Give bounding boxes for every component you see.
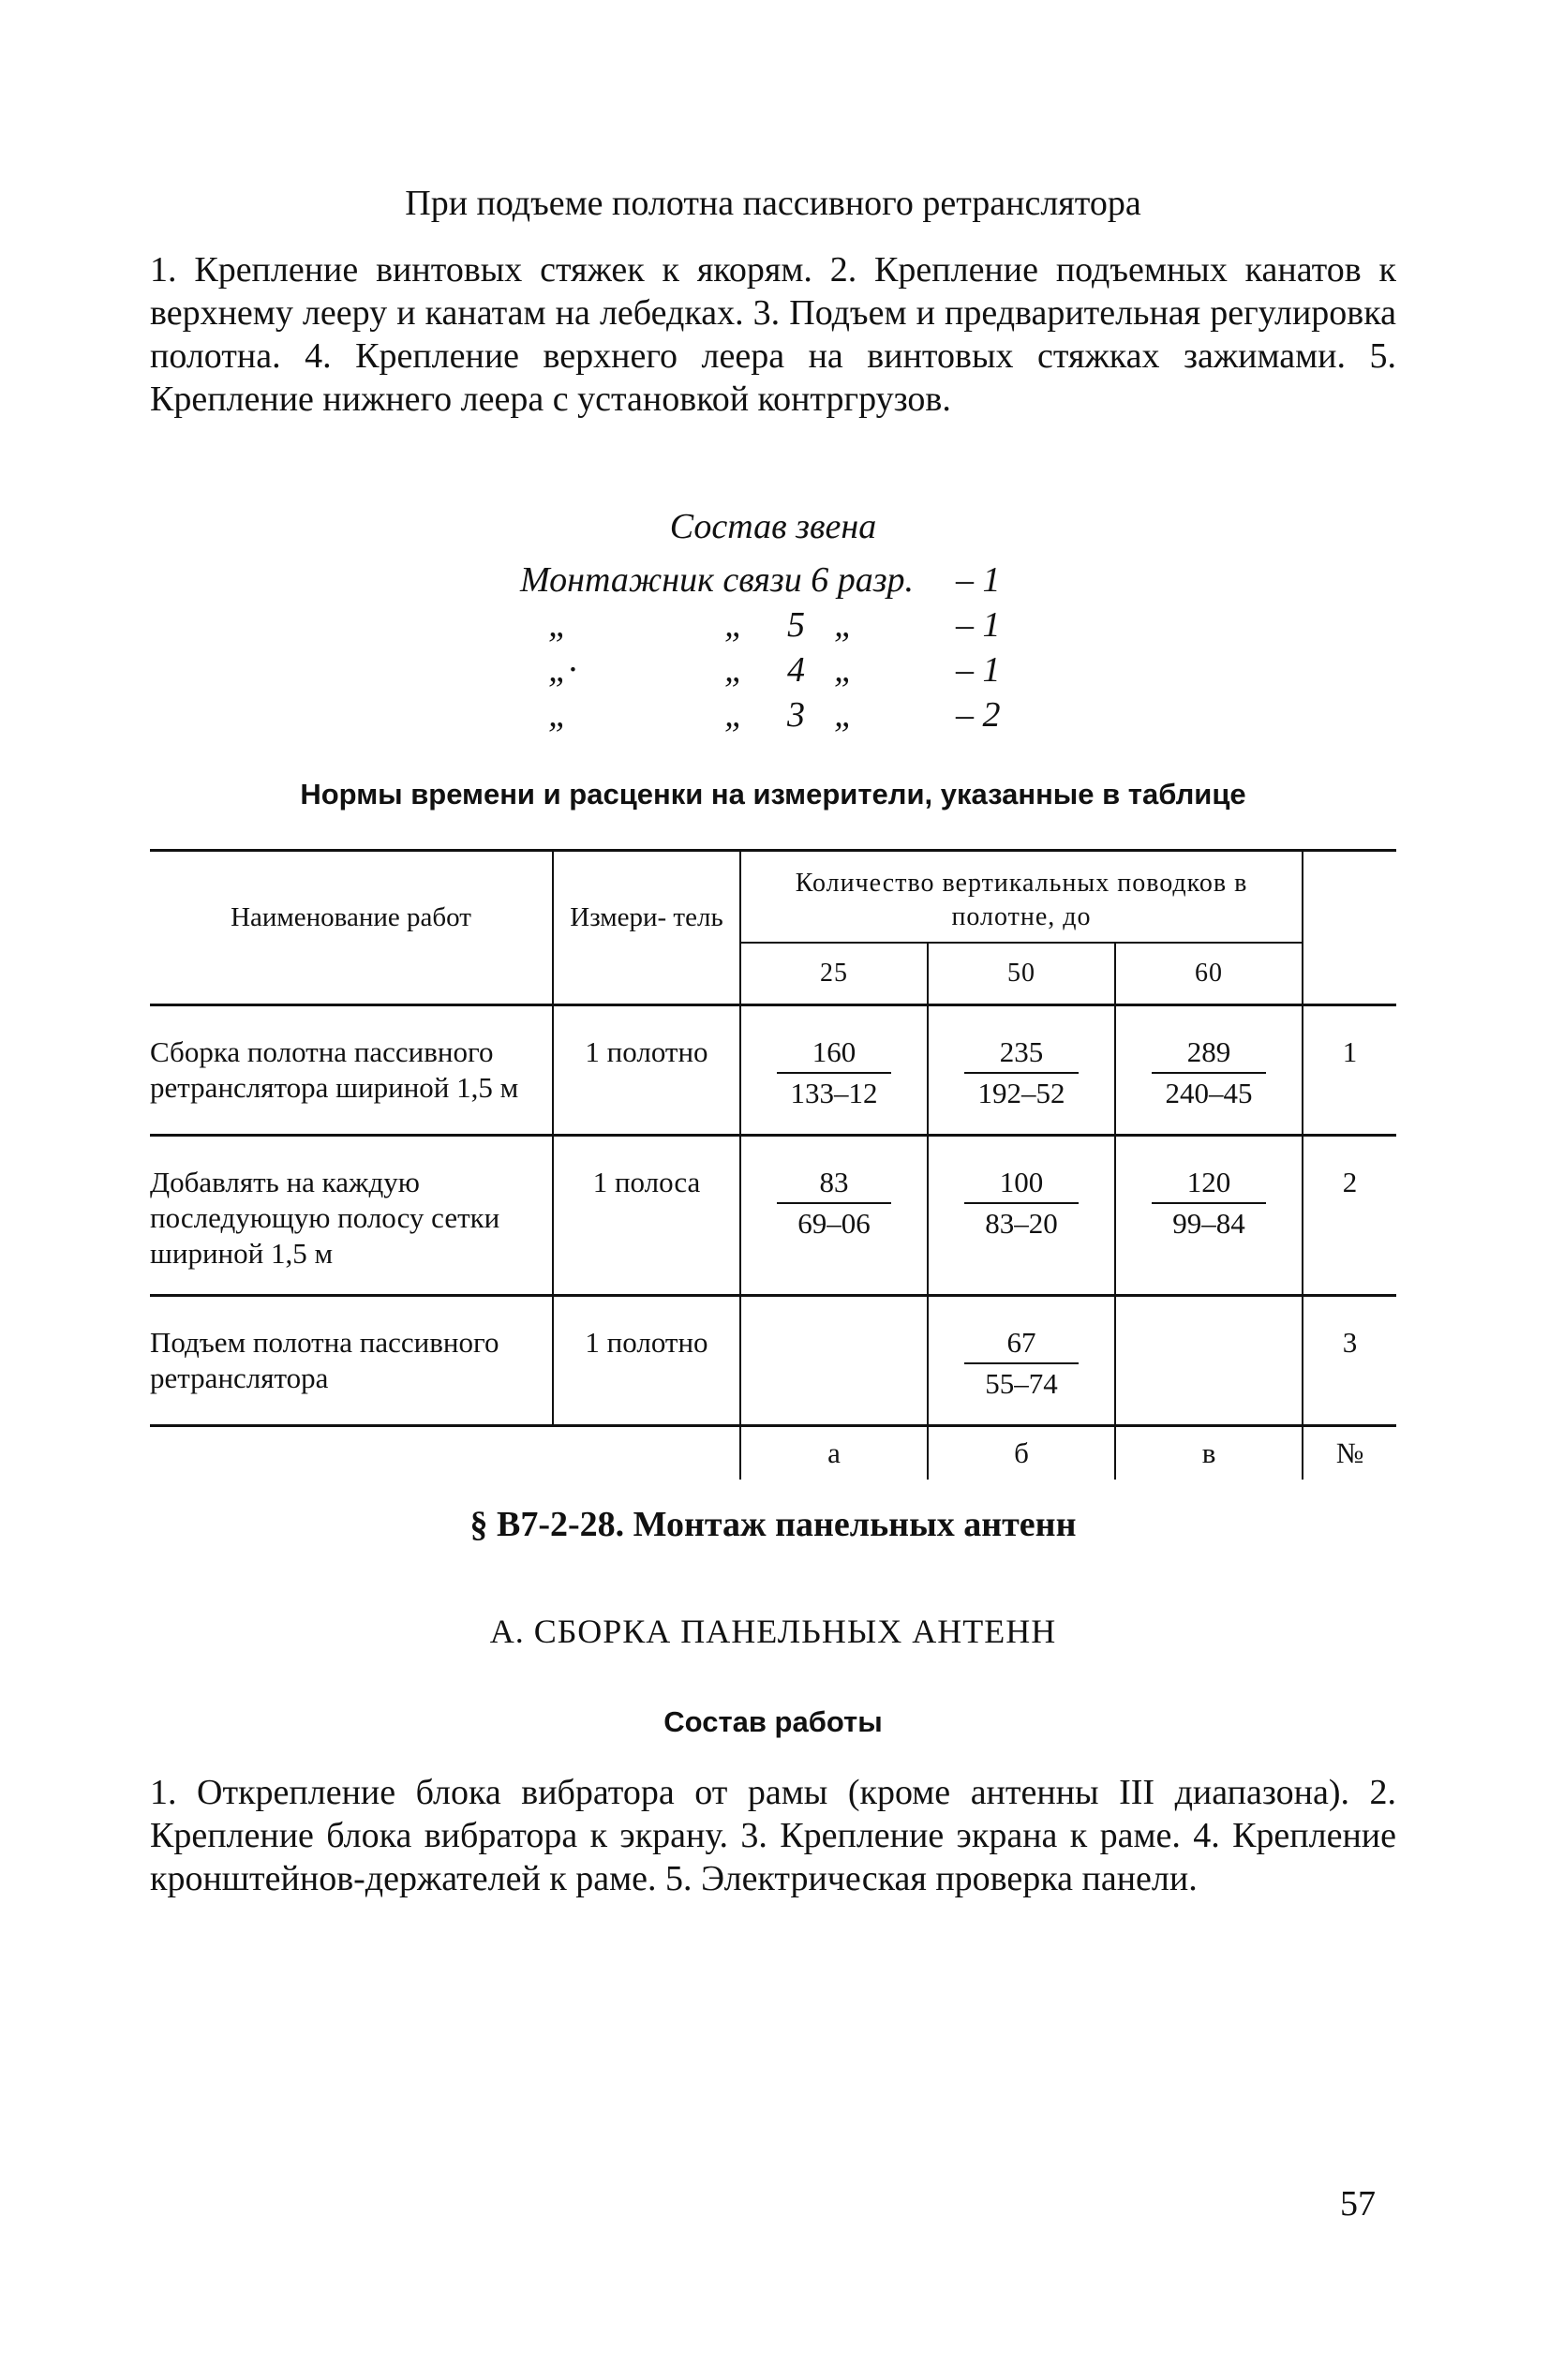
row-name: Добавлять на каждую последующую полосу сетки шириной 1,5 м: [150, 1136, 553, 1296]
norm-cell: [1115, 1136, 1303, 1296]
crew-row: [520, 694, 1045, 739]
norm-cell: [740, 1136, 928, 1296]
paragraph-1: 1. Крепление винтовых стяжек к якорям. 2. Крепление подъемных канатов к верхнему лееру и канатам на лебедках. 3. Подъем и предварительная регулировка полотна. 4. Крепление верхнего леера на винтовых стяжках зажимами. 5. Крепление нижнего леера с установкой контргрузов.: [150, 250, 1396, 419]
header-name: Наименование работ: [150, 851, 553, 1005]
ditto-mark: „: [724, 650, 745, 690]
table-footer: [150, 1426, 1396, 1480]
norm-cell: [740, 1005, 928, 1136]
norm-cell: [928, 1136, 1115, 1296]
crew-grade: 4: [787, 650, 805, 690]
footer-col-b: б: [928, 1426, 1115, 1480]
norm-rate: 240–45: [1165, 1077, 1253, 1109]
header-col-25: 25: [740, 943, 928, 1005]
footer-number-sign: №: [1335, 1436, 1364, 1469]
norm-time: 289: [1152, 1034, 1266, 1074]
row-index: 3: [1303, 1296, 1396, 1426]
page: [150, 0, 1396, 2380]
row-index: 1: [1303, 1005, 1396, 1136]
table-row: [150, 1296, 1396, 1426]
ditto-mark: „·: [548, 650, 577, 690]
page-number: 57: [1340, 2184, 1376, 2224]
norm-time: 120: [1152, 1165, 1266, 1204]
norm-rate: 192–52: [977, 1077, 1065, 1109]
norm-cell-empty: [740, 1296, 928, 1426]
norm-rate: 99–84: [1172, 1207, 1245, 1240]
norm-time: 67: [964, 1325, 1079, 1364]
ditto-mark: „: [834, 695, 855, 735]
footer-blank: [150, 1426, 740, 1480]
paragraph-2: 1. Открепление блока вибратора от рамы (кроме антенны III диапазона). 2. Крепление блока вибратора к экрану. 3. Крепление экрана к раме. 4. Крепление кронштейнов-держателей к раме. 5. Электрическая проверка панели.: [150, 1773, 1396, 1898]
subtitle: При подъеме полотна пассивного ретранслятора: [405, 184, 1141, 223]
crew-title: Состав звена: [669, 507, 877, 546]
row-unit: 1 полотно: [553, 1005, 740, 1136]
footer-col-a: а: [740, 1426, 928, 1480]
norm-rate: 133–12: [790, 1077, 878, 1109]
norm-cell: [928, 1005, 1115, 1136]
crew-list: [520, 559, 1045, 739]
ditto-mark: „: [834, 650, 855, 690]
norms-table: [150, 849, 1396, 1480]
row-index: 2: [1303, 1136, 1396, 1296]
row-unit: 1 полотно: [553, 1296, 740, 1426]
norm-time: 100: [964, 1165, 1079, 1204]
crew-row: [520, 559, 1045, 604]
ditto-mark: „: [724, 605, 745, 645]
norm-time: 83: [777, 1165, 891, 1204]
norm-cell: [928, 1296, 1115, 1426]
header-unit: Измери- тель: [553, 851, 740, 1005]
crew-count: – 1: [956, 650, 1001, 690]
crew-position: Монтажник связи 6 разр.: [520, 560, 915, 600]
subsection-title: А. СБОРКА ПАНЕЛЬНЫХ АНТЕНН: [489, 1613, 1057, 1650]
table-row: [150, 1005, 1396, 1136]
norm-rate: 83–20: [985, 1207, 1058, 1240]
ditto-mark: „: [548, 695, 569, 735]
norms-title: Нормы времени и расценки на измерители, указанные в таблице: [300, 778, 1246, 811]
crew-count: – 1: [956, 560, 1001, 600]
crew-row: [520, 649, 1045, 694]
ditto-mark: „: [834, 605, 855, 645]
section-title: § В7-2-28. Монтаж панельных антенн: [469, 1505, 1077, 1544]
norm-time: 160: [777, 1034, 891, 1074]
header-col-60: 60: [1115, 943, 1303, 1005]
row-name: Сборка полотна пассивного ретранслятора шириной 1,5 м: [150, 1005, 553, 1136]
crew-grade: 5: [787, 605, 805, 645]
header-col-50: 50: [928, 943, 1115, 1005]
footer-col-v: в: [1115, 1426, 1303, 1480]
crew-count: – 2: [956, 695, 1001, 735]
crew-row: [520, 604, 1045, 649]
norm-rate: 55–74: [985, 1367, 1058, 1400]
norm-cell: [1115, 1005, 1303, 1136]
row-unit: 1 полоса: [553, 1136, 740, 1296]
header-group: Количество вертикальных поводков в полотне, до: [740, 851, 1303, 944]
row-name: Подъем полотна пассивного ретранслятора: [150, 1296, 553, 1426]
crew-grade: 3: [787, 695, 805, 735]
norm-time: 235: [964, 1034, 1079, 1074]
crew-count: – 1: [956, 605, 1001, 645]
norm-rate: 69–06: [797, 1207, 871, 1240]
header-index: [1303, 851, 1396, 1005]
ditto-mark: „: [724, 695, 745, 735]
ditto-mark: „: [548, 605, 569, 645]
work-composition-title: Состав работы: [663, 1705, 883, 1738]
table-row: [150, 1136, 1396, 1296]
norm-cell-empty: [1115, 1296, 1303, 1426]
